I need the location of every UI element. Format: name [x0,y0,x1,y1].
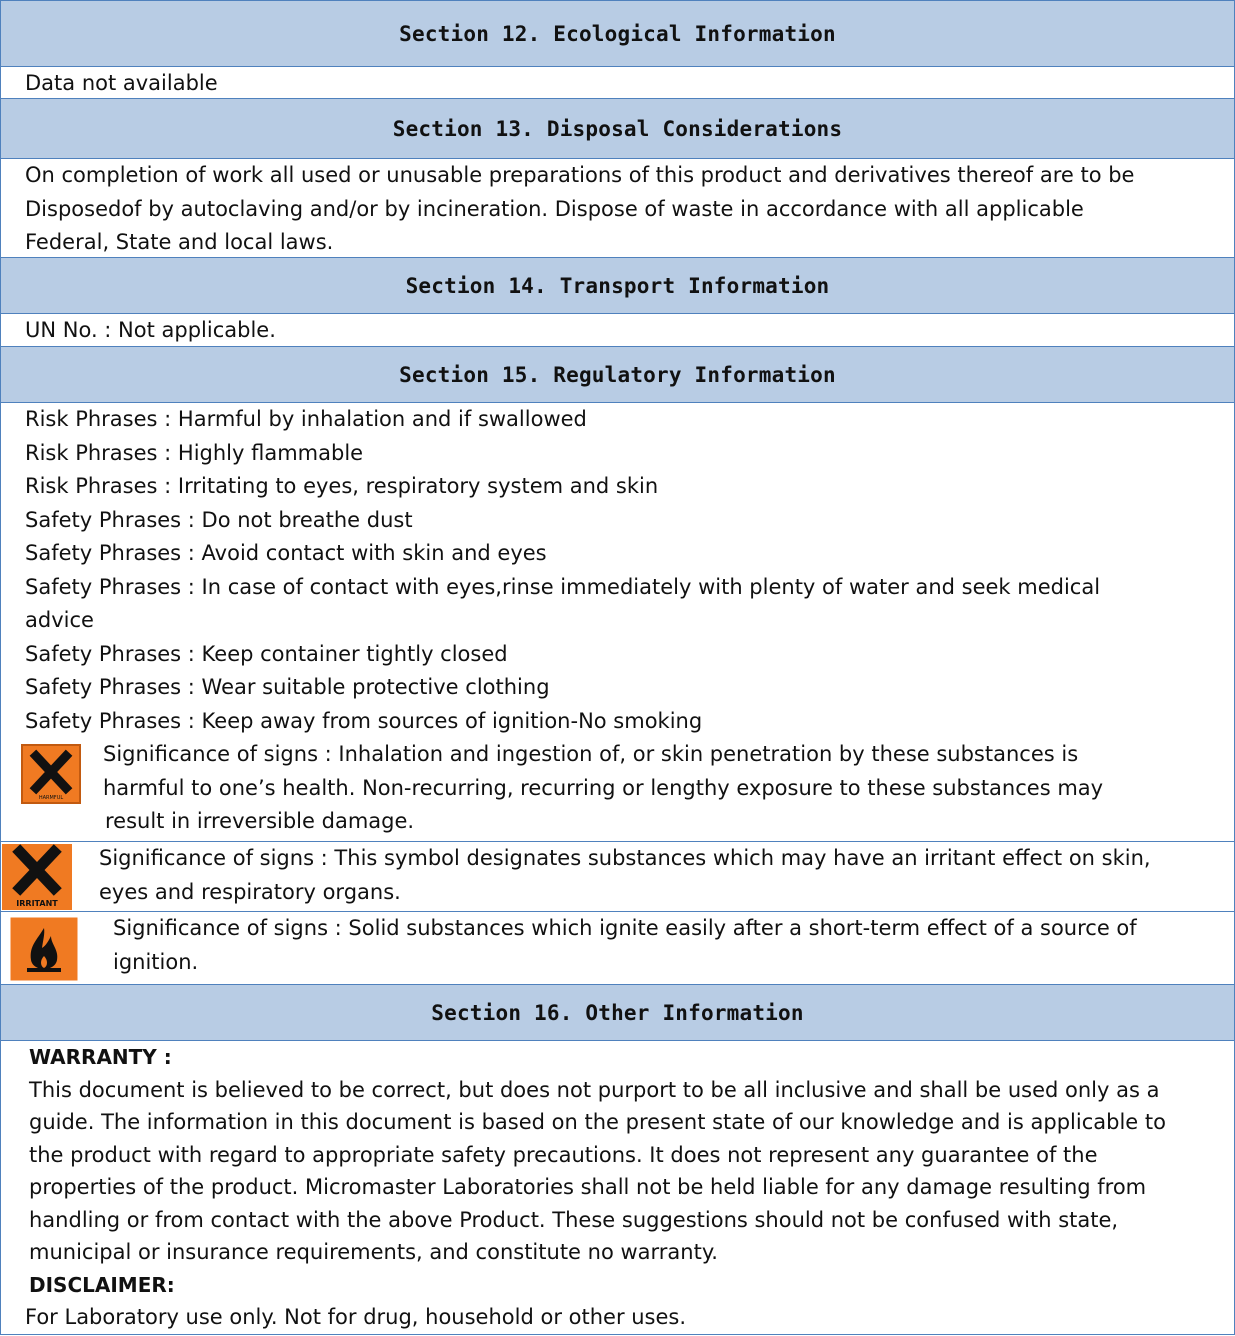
section-header [0,98,1235,158]
hazard-sign-row [0,841,1235,911]
text-line: On completion of work all used or unusable preparations of this product and derivatives thereof are to be [25,163,1135,187]
warranty-text: guide. The information in this document is based on the present state of our knowledge and is applicable to [29,1110,1166,1134]
text-line: Federal, State and local laws. [25,230,334,254]
text-line: Data not available [25,71,218,95]
safety-phrase: Safety Phrases : Wear suitable protective clothing [25,675,550,699]
safety-phrase-continued: advice [25,608,94,632]
risk-phrase: Risk Phrases : Harmful by inhalation and if swallowed [25,407,587,431]
irritant-icon [2,844,72,910]
risk-phrase: Risk Phrases : Highly flammable [25,440,364,465]
section-body [0,1040,1235,1335]
section-title: Section 13. Disposal Considerations [392,116,843,141]
sign-description: eyes and respiratory organs. [99,879,401,904]
sign-description: ignition. [113,949,199,974]
warranty-text: properties of the product. Micromaster Laboratories shall not be held liable for any damage resulting from [29,1175,1147,1199]
section-body [0,66,1235,98]
sign-description: Significance of signs : This symbol designates substances which may have an irritant effect on skin, [99,846,1151,870]
sign-description: Significance of signs : Solid substances which ignite easily after a short-term effect of a source of [113,916,1137,940]
sign-description: result in irreversible damage. [105,809,415,833]
section-header [0,346,1235,402]
section-header [0,0,1235,66]
section-title: Section 15. Regulatory Information [399,362,836,387]
section-body [0,402,1235,738]
warranty-text: This document is believed to be correct, but does not purport to be all inclusive and shall be used only as a [29,1077,1160,1102]
section-title: Section 14. Transport Information [405,273,830,298]
disclaimer-text: For Laboratory use only. Not for drug, household or other uses. [25,1305,687,1329]
text-line: Disposedof by autoclaving and/or by incineration. Dispose of waste in accordance with all applicable [25,196,1084,221]
section-header [0,984,1235,1040]
section-title: Section 12. Ecological Information [399,21,836,46]
warranty-heading: WARRANTY : [29,1045,172,1069]
warranty-text: handling or from contact with the above Product. These suggestions should not be confused with state, [29,1207,1119,1232]
safety-phrase: Safety Phrases : Do not breathe dust [25,507,413,532]
svg-text:HARMFUL: HARMFUL [38,795,64,801]
harmful-icon [21,744,81,804]
risk-phrase: Risk Phrases : Irritating to eyes, respiratory system and skin [25,474,659,498]
safety-phrase: Safety Phrases : Keep container tightly closed [25,641,508,666]
text-line: UN No. : Not applicable. [25,318,276,342]
flammable-icon [9,916,79,982]
warranty-text: the product with regard to appropriate safety precautions. It does not represent any guarantee of the [29,1142,1098,1167]
section-title: Section 16. Other Information [431,1000,804,1025]
section-header [0,257,1235,313]
safety-phrase: Safety Phrases : In case of contact with eyes,rinse immediately with plenty of water and seek medical [25,574,1101,599]
section-body [0,158,1235,257]
disclaimer-heading: DISCLAIMER: [29,1272,175,1297]
section-body [0,313,1235,346]
safety-phrase: Safety Phrases : Avoid contact with skin and eyes [25,541,547,565]
warranty-text: municipal or insurance requirements, and constitute no warranty. [29,1240,718,1264]
hazard-sign-row [0,738,1235,841]
sign-description: Significance of signs : Inhalation and ingestion of, or skin penetration by these substances is [103,742,1079,766]
sign-description: harmful to one’s health. Non-recurring, recurring or lengthy exposure to these substances may [103,775,1104,800]
svg-text:IRRITANT: IRRITANT [16,899,58,908]
safety-phrase: Safety Phrases : Keep away from sources of ignition-No smoking [25,708,703,733]
hazard-sign-row [0,911,1235,984]
